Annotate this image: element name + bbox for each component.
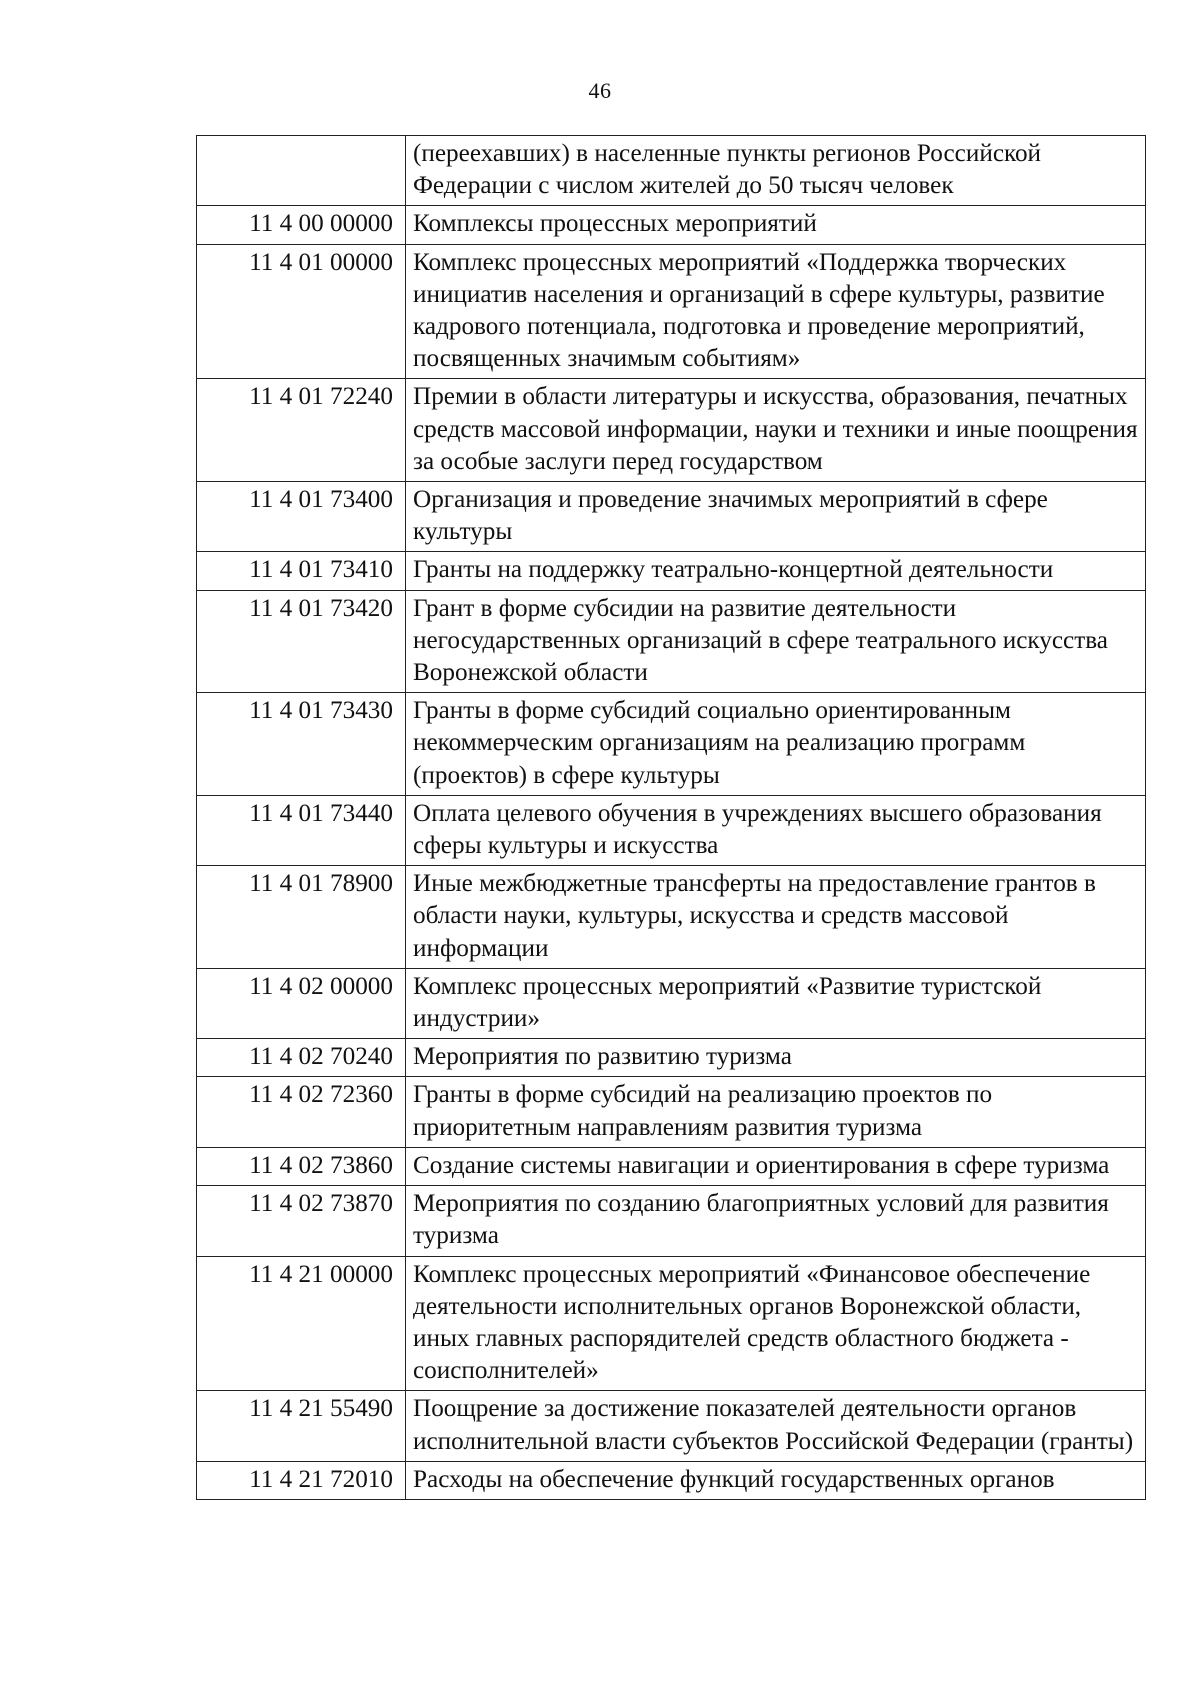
code-cell: 11 4 21 00000 (197, 1256, 406, 1391)
table-row (197, 968, 1146, 1038)
table-row (197, 206, 1146, 244)
table-row (197, 1461, 1146, 1499)
name-cell: Поощрение за достижение показателей деятельности органов исполнительной власти субъектов Российской Федерации (гранты) (406, 1391, 1146, 1461)
code-cell: 11 4 01 78900 (197, 866, 406, 969)
table-row (197, 1077, 1146, 1147)
code-cell: 11 4 02 00000 (197, 968, 406, 1038)
table-row (197, 795, 1146, 865)
table-row (197, 1186, 1146, 1256)
table-row (197, 590, 1146, 693)
name-cell: Оплата целевого обучения в учреждениях высшего образования сферы культуры и искусства (406, 795, 1146, 865)
budget-codes-table (196, 135, 1146, 1500)
code-cell: 11 4 21 55490 (197, 1391, 406, 1461)
name-cell: Создание системы навигации и ориентирования в сфере туризма (406, 1147, 1146, 1185)
code-cell: 11 4 01 72240 (197, 379, 406, 482)
code-cell: 11 4 01 73410 (197, 552, 406, 590)
code-cell: 11 4 02 70240 (197, 1039, 406, 1077)
code-cell: 11 4 02 73860 (197, 1147, 406, 1185)
table-row (197, 244, 1146, 379)
table-row (197, 1147, 1146, 1185)
code-cell: 11 4 02 73870 (197, 1186, 406, 1256)
name-cell: Премии в области литературы и искусства, образования, печатных средств массовой информации, науки и техники и иные поощрения за особые заслуги перед государством (406, 379, 1146, 482)
name-cell: Грант в форме субсидии на развитие деятельности негосударственных организаций в сфере театрального искусства Воронежской области (406, 590, 1146, 693)
table-row (197, 1256, 1146, 1391)
code-cell: 11 4 01 73400 (197, 482, 406, 552)
table-row (197, 136, 1146, 206)
name-cell: Комплекс процессных мероприятий «Поддержка творческих инициатив населения и организаций в сфере культуры, развитие кадрового потенциала, подготовка и проведение мероприятий, посвященных значимым событиям» (406, 244, 1146, 379)
table-row (197, 379, 1146, 482)
name-cell: Расходы на обеспечение функций государственных органов (406, 1461, 1146, 1499)
table-row (197, 552, 1146, 590)
name-cell: Комплекс процессных мероприятий «Финансовое обеспечение деятельности исполнительных органов Воронежской области, иных главных распорядителей средств областного бюджета - соисполнителей» (406, 1256, 1146, 1391)
code-cell: 11 4 01 73420 (197, 590, 406, 693)
name-cell: Мероприятия по развитию туризма (406, 1039, 1146, 1077)
code-cell: 11 4 01 00000 (197, 244, 406, 379)
name-cell: Организация и проведение значимых мероприятий в сфере культуры (406, 482, 1146, 552)
name-cell: (переехавших) в населенные пункты регионов Российской Федерации с числом жителей до 50 тысяч человек (406, 136, 1146, 206)
name-cell: Гранты на поддержку театрально-концертной деятельности (406, 552, 1146, 590)
name-cell: Мероприятия по созданию благоприятных условий для развития туризма (406, 1186, 1146, 1256)
table-row (197, 693, 1146, 796)
code-cell: 11 4 01 73440 (197, 795, 406, 865)
code-cell (197, 136, 406, 206)
table-row (197, 1039, 1146, 1077)
name-cell: Гранты в форме субсидий на реализацию проектов по приоритетным направлениям развития туризма (406, 1077, 1146, 1147)
table-row (197, 866, 1146, 969)
name-cell: Гранты в форме субсидий социально ориентированным некоммерческим организациям на реализацию программ (проектов) в сфере культуры (406, 693, 1146, 796)
name-cell: Иные межбюджетные трансферты на предоставление грантов в области науки, культуры, искусства и средств массовой информации (406, 866, 1146, 969)
budget-codes-table-body (197, 136, 1146, 1500)
code-cell: 11 4 01 73430 (197, 693, 406, 796)
table-row (197, 1391, 1146, 1461)
page-number: 46 (588, 78, 612, 103)
code-cell: 11 4 02 72360 (197, 1077, 406, 1147)
table-row (197, 482, 1146, 552)
code-cell: 11 4 21 72010 (197, 1461, 406, 1499)
name-cell: Комплексы процессных мероприятий (406, 206, 1146, 244)
name-cell: Комплекс процессных мероприятий «Развитие туристской индустрии» (406, 968, 1146, 1038)
code-cell: 11 4 00 00000 (197, 206, 406, 244)
